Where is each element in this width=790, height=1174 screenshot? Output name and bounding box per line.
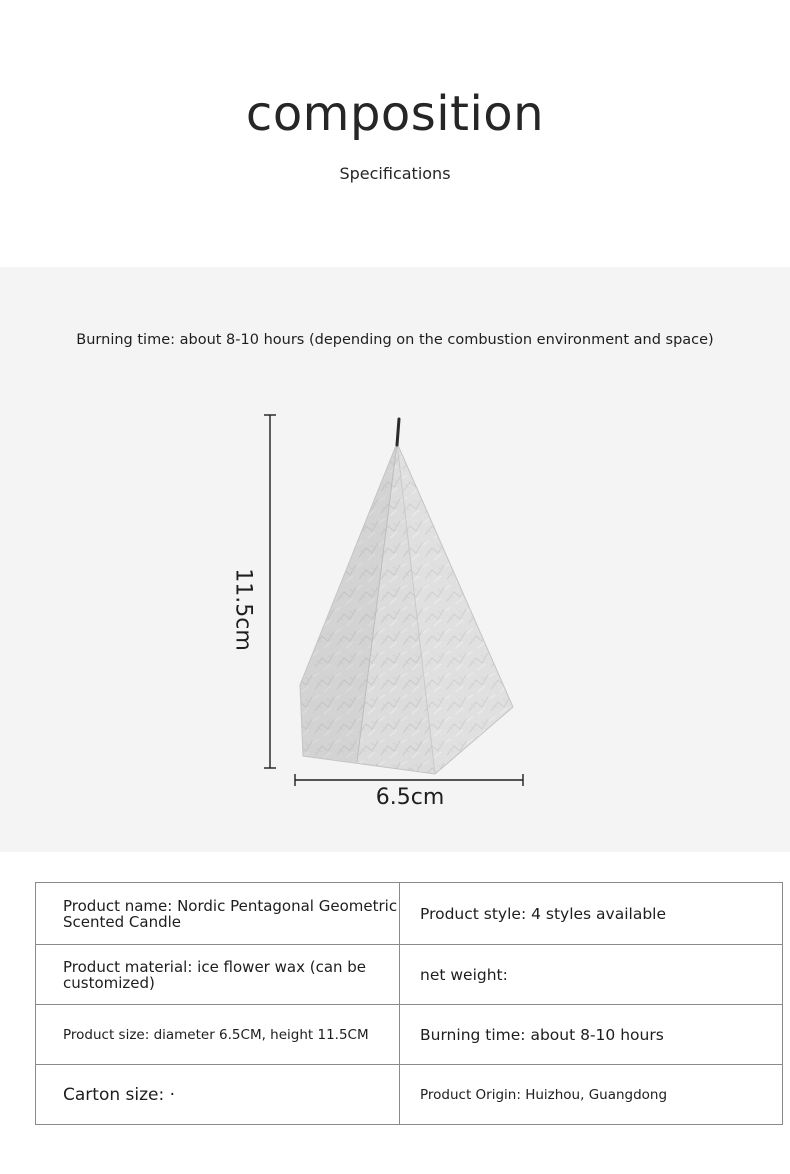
pentagonal-candle (300, 443, 513, 774)
table-row (36, 883, 783, 945)
burning-time-cell: Burning time: about 8-10 hours (400, 1005, 783, 1065)
product-name-cell: Product name: Nordic Pentagonal Geometric Scented Candle (36, 883, 400, 945)
candle-illustration (225, 407, 545, 817)
product-origin-cell: Product Origin: Huizhou, Guangdong (400, 1065, 783, 1125)
header-section (0, 0, 790, 267)
product-material-cell: Product material: ice flower wax (can be customized) (36, 945, 400, 1005)
height-label: 11.5cm (230, 568, 256, 651)
table-row (36, 945, 783, 1005)
product-style-cell: Product style: 4 styles available (400, 883, 783, 945)
table-row (36, 1005, 783, 1065)
product-dimension-panel (0, 267, 790, 852)
net-weight-cell: net weight: (400, 945, 783, 1005)
page-title: composition (245, 86, 545, 142)
wick (397, 419, 399, 445)
page-subtitle: Specifications (339, 164, 451, 183)
width-label: 6.5cm (375, 785, 445, 810)
specifications-table (35, 882, 783, 1125)
burning-time-note: Burning time: about 8-10 hours (depending on the combustion environment and space) (76, 332, 714, 348)
table-row (36, 1065, 783, 1125)
product-size-cell: Product size: diameter 6.5CM, height 11.5CM (36, 1005, 400, 1065)
carton-size-cell: Carton size: · (36, 1065, 400, 1125)
